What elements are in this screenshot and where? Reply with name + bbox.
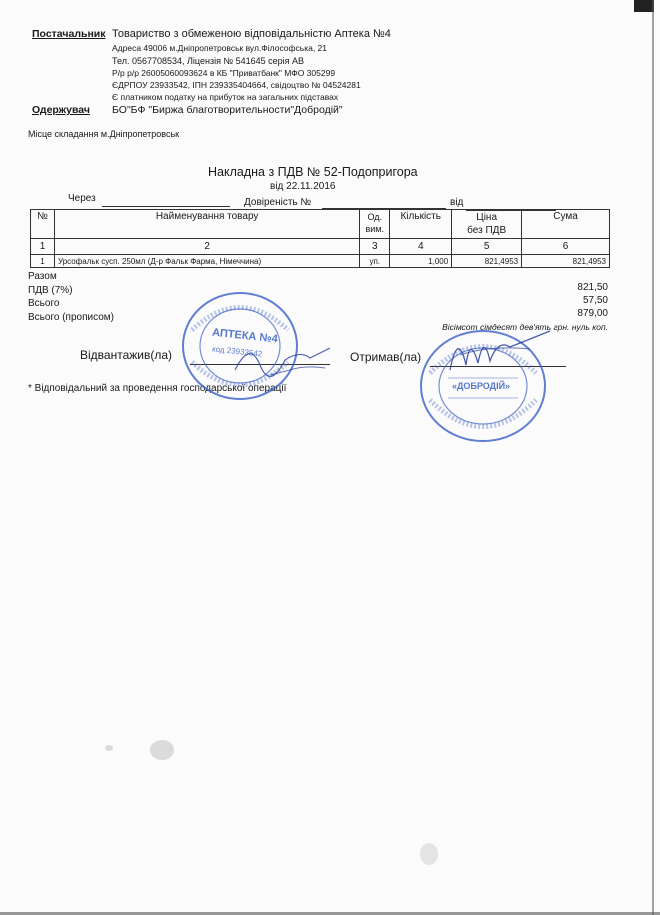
- place-of-issue: Місце складання м.Дніпропетровськ: [28, 129, 180, 139]
- supplier-label: Постачальник: [32, 28, 106, 40]
- total-value: 879,00: [577, 308, 608, 319]
- received-by-label: Отримав(ла): [350, 350, 422, 364]
- table-header-row: [31, 210, 610, 239]
- shipped-by-label: Відвантажив(ла): [80, 348, 173, 362]
- via-label: Через: [68, 193, 96, 204]
- scan-edge-line: [652, 0, 654, 915]
- items-table: [30, 209, 610, 268]
- invoice-date: від 22.11.2016: [270, 181, 336, 192]
- vat-label: ПДВ (7%): [28, 285, 73, 296]
- col-number: 5: [452, 239, 522, 255]
- supplier-phone-license: Тел. 0567708534, Ліцензія № 541645 серія АВ: [112, 56, 305, 66]
- scan-corner-mark: [634, 0, 654, 12]
- header-sum: Сума: [522, 210, 610, 239]
- recipient-signature: [440, 325, 560, 385]
- header-unit-line1: Од.: [367, 212, 383, 222]
- column-number-row: [31, 239, 610, 255]
- shipper-signature: [230, 330, 340, 390]
- scan-smudge: [105, 745, 113, 751]
- vat-value: 57,50: [582, 295, 608, 306]
- via-blank-line: [102, 206, 230, 207]
- from-label: від: [450, 197, 464, 208]
- col-number: 3: [360, 239, 390, 255]
- footnote: * Відповідальний за проведення господарської операції: [28, 383, 287, 394]
- supplier-tax-note: Є платником податку на прибуток на загальних підставах: [112, 92, 339, 102]
- col-number: 2: [54, 239, 359, 255]
- supplier-codes: ЄДРПОУ 23933542, ІПН 239335404664, свідоцтво № 04524281: [112, 80, 361, 90]
- row-unit: уп.: [360, 255, 390, 268]
- subtotal-label: Разом: [28, 271, 57, 282]
- pharmacy-stamp-text: АПТЕКА №4: [211, 326, 279, 346]
- total-label: Всього: [28, 298, 60, 309]
- trust-label: Довіреність №: [244, 197, 312, 208]
- header-unit-line2: вим.: [365, 224, 384, 234]
- subtotal-value: 821,50: [577, 282, 608, 293]
- supplier-name: Товариство з обмеженою відповідальністю Аптека №4: [112, 28, 391, 40]
- charity-stamp-text: «ДОБРОДІЙ»: [452, 381, 511, 391]
- scan-smudge: [150, 740, 174, 760]
- header-price-line1: Ціна: [476, 212, 497, 223]
- pharmacy-stamp-code: код 23933542: [211, 344, 263, 359]
- header-name: Найменування товару: [54, 210, 359, 239]
- table-row: [31, 255, 610, 268]
- header-qty: Кількість: [390, 210, 452, 239]
- row-price: 821,4953: [452, 255, 522, 268]
- total-in-words: Вісімсот сімдесят дев'ять грн. нуль коп.: [442, 322, 608, 332]
- recipient-label: Одержувач: [32, 104, 90, 116]
- col-number: 1: [31, 239, 55, 255]
- supplier-account: Р/р р/р 26005060093624 в КБ "Приватбанк" МФО 305299: [112, 68, 336, 78]
- recipient-name: БО"БФ "Биржа благотворительности"Добродій": [112, 104, 343, 116]
- row-sum: 821,4953: [522, 255, 610, 268]
- supplier-address: Адреса 49006 м.Дніпропетровськ вул.Філософська, 21: [112, 43, 327, 53]
- header-price-line2: без ПДВ: [467, 225, 507, 236]
- col-number: 6: [522, 239, 610, 255]
- row-num: 1: [31, 255, 55, 268]
- row-qty: 1,000: [390, 255, 452, 268]
- invoice-title: Накладна з ПДВ № 52-Подопригора: [208, 165, 418, 179]
- header-num: №: [31, 210, 55, 239]
- header-price: [452, 210, 522, 239]
- header-unit: [360, 210, 390, 239]
- col-number: 4: [390, 239, 452, 255]
- total-words-label: Всього (прописом): [28, 312, 114, 323]
- row-product-name: Урсофальк сусп. 250мл (Д-р Фальк Фарма, Німеччина): [54, 255, 359, 268]
- scan-smudge: [420, 843, 438, 865]
